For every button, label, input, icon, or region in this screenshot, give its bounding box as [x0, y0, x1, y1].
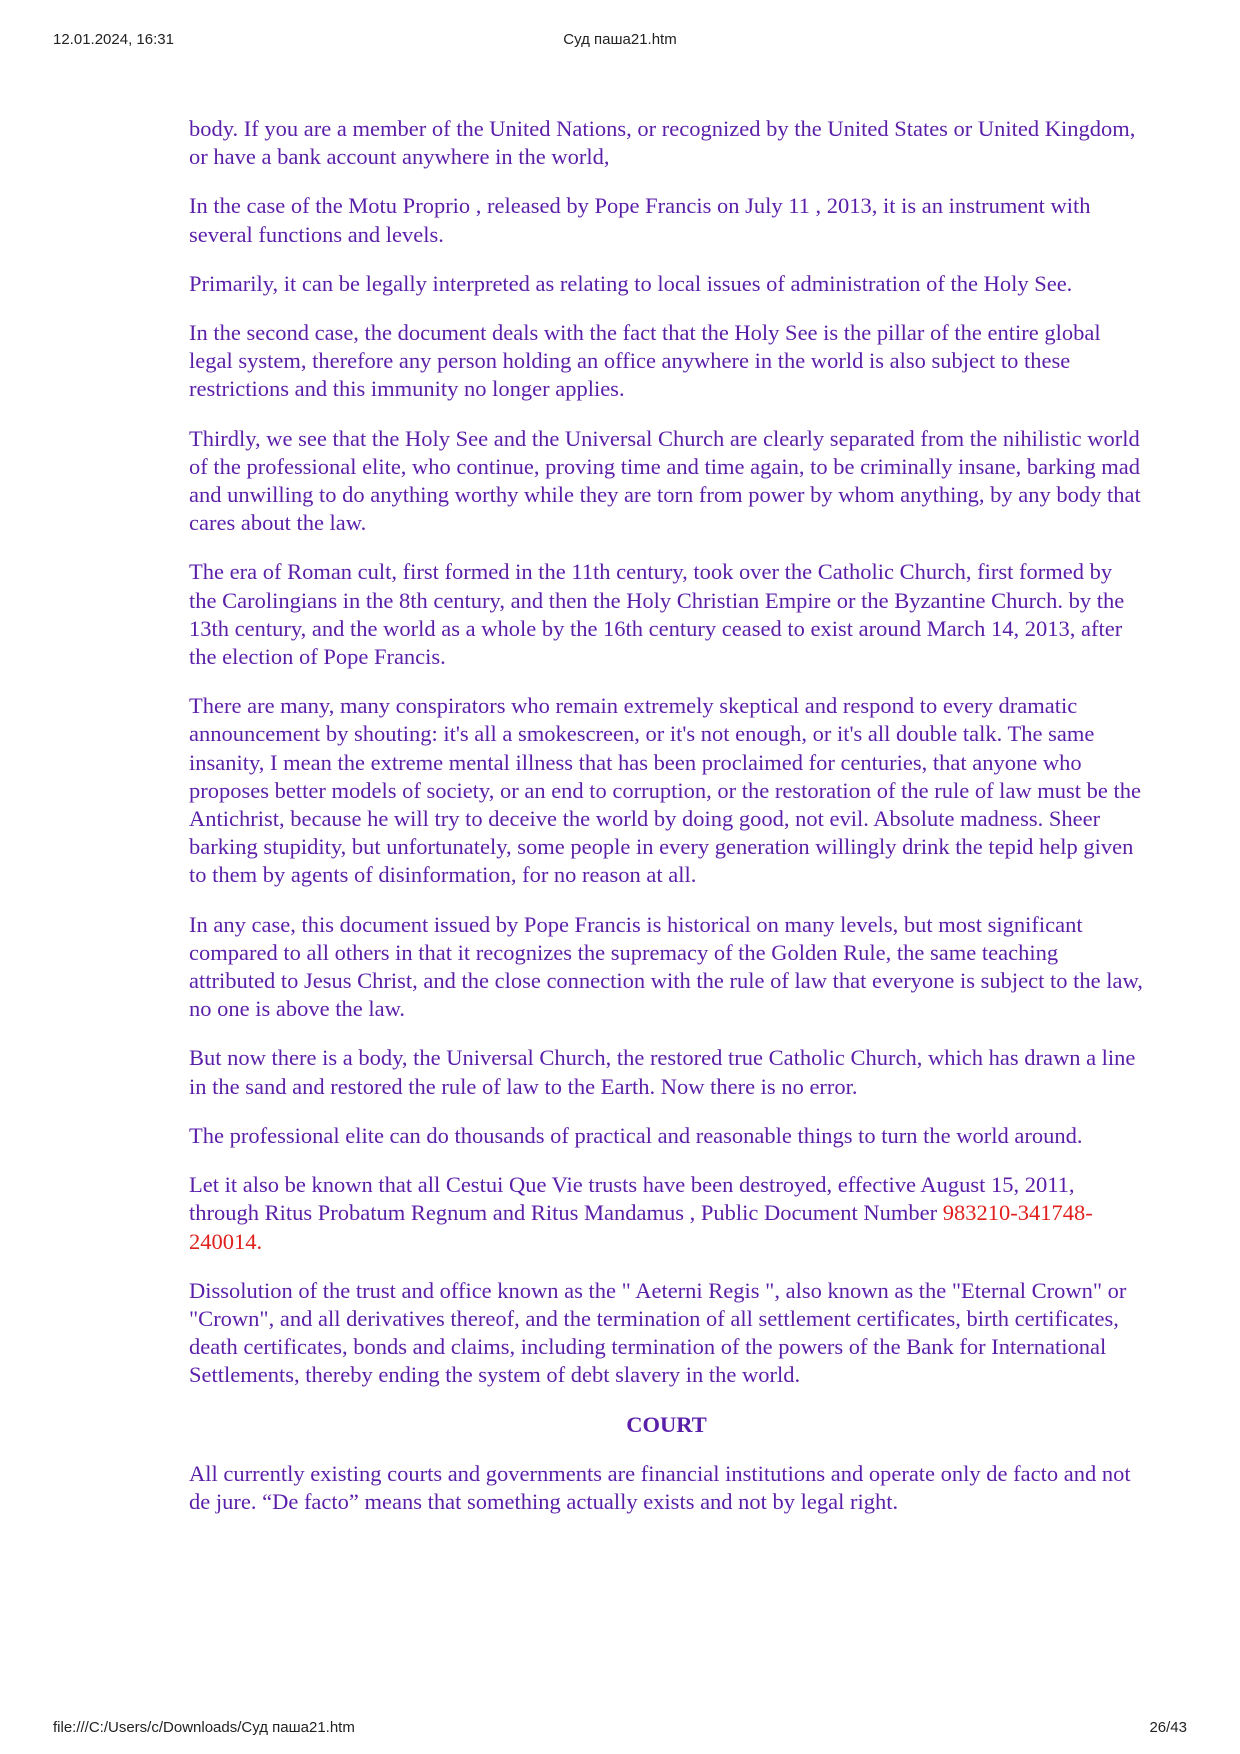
trust-text: Let it also be known that all Cestui Que Vie trusts have been destroyed, effective August 15, 2011, through Ritus Probatum Regnum and Ritus Mandamus , Public Document Number	[189, 1172, 1075, 1226]
paragraph: body. If you are a member of the United Nations, or recognized by the United States or United Kingdom, or have a bank account anywhere in the world,	[189, 116, 1136, 170]
paragraph: Primarily, it can be legally interpreted as relating to local issues of administration of the Holy See.	[189, 270, 1073, 296]
paragraph: In the case of the Motu Proprio , released by Pope Francis on July 11 , 2013, it is an instrument with several functions and levels.	[189, 193, 1091, 247]
print-document-title: Суд паша21.htm	[563, 31, 677, 48]
section-heading: COURT	[626, 1411, 707, 1437]
court-paragraph: All currently existing courts and governments are financial institutions and operate only de facto and not de jure. “De facto” means that something actually exists and not by legal right.	[189, 1460, 1131, 1514]
paragraph: In the second case, the document deals with the fact that the Holy See is the pillar of the entire global legal system, therefore any person holding an office anywhere in the world is also subject to these restrictions and this immunity no longer applies.	[189, 320, 1101, 402]
print-footer	[53, 1719, 1187, 1739]
paragraph: There are many, many conspirators who remain extremely skeptical and respond to every dramatic announcement by shouting: it's all a smokescreen, or it's not enough, or it's all double talk. The same insanity, I mean the extreme mental illness that has been proclaimed for centuries, that anyone who proposes better models of society, or an end to corruption, or the restoration of the rule of law must be the Antichrist, because he will try to deceive the world by doing good, not evil. Absolute madness. Sheer barking stupidity, but unfortunately, some people in every generation willingly drink the tepid help given to them by agents of disinformation, for no reason at all.	[189, 693, 1142, 888]
print-datetime: 12.01.2024, 16:31	[53, 31, 174, 48]
trust-paragraph	[189, 1171, 1144, 1256]
public-document-number: 983210-341748-240014	[189, 1200, 1093, 1254]
paragraph: In any case, this document issued by Pope Francis is historical on many levels, but most significant compared to all others in that it recognizes the supremacy of the Golden Rule, the same teaching attributed to Jesus Christ, and the close connection with the rule of law that everyone is subject to the law, no one is above the law.	[189, 911, 1143, 1022]
file-path: file:///C:/Users/c/Downloads/Суд паша21.htm	[53, 1719, 355, 1736]
dissolution-paragraph: Dissolution of the trust and office known as the " Aeterni Regis ", also known as the "Eternal Crown" or "Crown", and all derivatives thereof, and the termination of all settlement certificates, birth certificates, death certificates, bonds and claims, including termination of the powers of the Bank for International Settlements, thereby ending the system of debt slavery in the world.	[189, 1277, 1127, 1388]
page-number: 26/43	[1149, 1719, 1187, 1736]
paragraph: But now there is a body, the Universal Church, the restored true Catholic Church, which has drawn a line in the sand and restored the rule of law to the Earth. Now there is no error.	[189, 1045, 1136, 1099]
print-header	[53, 31, 1187, 51]
paragraph: The era of Roman cult, first formed in the 11th century, took over the Catholic Church, first formed by the Carolingians in the 8th century, and then the Holy Christian Empire or the Byzantine Church. by the 13th century, and the world as a whole by the 16th century ceased to exist around March 14, 2013, after the election of Pope Francis.	[189, 559, 1125, 670]
paragraph: Thirdly, we see that the Holy See and the Universal Church are clearly separated from the nihilistic world of the professional elite, who continue, proving time and time again, to be criminally insane, barking mad and unwilling to do anything worthy while they are torn from power by whom anything, by any body that cares about the law.	[189, 425, 1141, 536]
trust-end: .	[256, 1228, 263, 1254]
document-body	[189, 115, 1144, 1537]
paragraph: The professional elite can do thousands of practical and reasonable things to turn the world around.	[189, 1122, 1083, 1148]
